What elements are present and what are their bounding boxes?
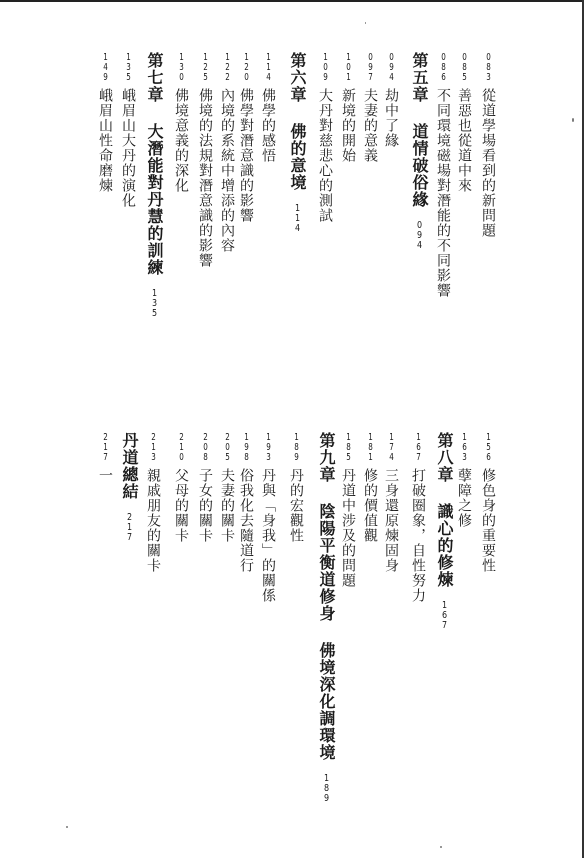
toc-entry: [408, 432, 428, 603]
entry-title: 子女的關卡: [197, 468, 213, 543]
entry-title: 大丹對慈悲心的測試: [317, 88, 333, 223]
toc-entry: [95, 432, 115, 483]
entry-page-number: 174: [387, 432, 396, 462]
entry-page-number: 193: [264, 432, 273, 462]
chapter-title: 第六章 佛的意境: [288, 52, 307, 191]
toc-entry: [195, 432, 215, 543]
toc-entry: [236, 52, 256, 223]
entry-page-number: 085: [460, 52, 469, 82]
entry-title: 不同環境磁場對潛能的不同影響: [435, 88, 451, 298]
toc-entry: [95, 52, 115, 193]
entry-title: 丹的宏觀性: [288, 468, 304, 543]
entry-title: 夫妻的意義: [362, 88, 378, 163]
chapter-title: 第八章 識心的修煉: [435, 432, 454, 588]
toc-entry: [338, 432, 358, 588]
scan-speck: [66, 826, 68, 828]
toc-entry: [195, 52, 215, 268]
entry-title: 修的價值觀: [362, 468, 378, 543]
entry-page-number: 210: [177, 432, 186, 462]
toc-entry: [478, 52, 498, 238]
scan-border-top: [0, 0, 584, 2]
entry-title: 佛境的法規對潛意識的影響: [197, 88, 213, 268]
chapter-heading: [118, 432, 141, 542]
entry-title: 峨眉山性命磨煉: [97, 88, 113, 193]
entry-page-number: 189: [292, 432, 301, 462]
entry-title: 親戚朋友的關卡: [145, 468, 161, 573]
toc-entry: [478, 432, 498, 573]
entry-title: 俗我化去隨道行: [238, 468, 254, 573]
toc-entry: [258, 432, 278, 603]
toc-entry: [258, 52, 278, 163]
entry-page-number: 213: [149, 432, 158, 462]
toc-entry: [143, 432, 163, 573]
entry-page-number: 094: [387, 52, 396, 82]
toc-entry: [433, 52, 453, 298]
toc-entry: [171, 432, 191, 543]
entry-page-number: 101: [344, 52, 353, 82]
entry-title: 一: [97, 468, 113, 483]
toc-entry: [360, 432, 380, 543]
entry-title: 從道學場看到的新問題: [480, 88, 496, 238]
entry-page-number: 208: [201, 432, 210, 462]
chapter-title: 丹道總結: [120, 432, 139, 500]
chapter-page-number: 114: [293, 203, 302, 233]
entry-page-number: 122: [223, 52, 232, 82]
toc-entry: [315, 52, 335, 223]
entry-page-number: 114: [264, 52, 273, 82]
entry-title: 夫妻的關卡: [219, 468, 235, 543]
entry-page-number: 083: [484, 52, 493, 82]
chapter-heading: [315, 432, 338, 803]
scan-speck: [365, 22, 366, 24]
entry-title: 佛境意義的深化: [173, 88, 189, 193]
entry-title: 三身還原煉固身: [383, 468, 399, 573]
chapter-heading: [408, 52, 431, 250]
entry-page-number: 167: [414, 432, 423, 462]
chapter-page-number: 167: [440, 600, 449, 630]
toc-entry: [286, 432, 306, 543]
toc-entry: [171, 52, 191, 193]
toc-entry: [217, 52, 237, 253]
entry-page-number: 181: [366, 432, 375, 462]
entry-title: 新境的開始: [340, 88, 356, 163]
entry-title: 打破圈象，自性努力: [410, 468, 426, 603]
chapter-title: 第九章 陰陽平衡道修身 佛境深化調環境: [317, 432, 336, 761]
scan-speck: [440, 846, 442, 848]
chapter-page-number: 189: [322, 773, 331, 803]
entry-page-number: 097: [366, 52, 375, 82]
entry-page-number: 185: [344, 432, 353, 462]
entry-page-number: 130: [177, 52, 186, 82]
entry-title: 丹道中涉及的問題: [340, 468, 356, 588]
entry-title: 父母的關卡: [173, 468, 189, 543]
chapter-title: 第五章 道情破俗緣: [410, 52, 429, 208]
scan-speck: [572, 118, 574, 122]
entry-page-number: 086: [439, 52, 448, 82]
toc-entry: [454, 52, 474, 193]
entry-page-number: 149: [101, 52, 110, 82]
entry-page-number: 217: [101, 432, 110, 462]
entry-page-number: 125: [201, 52, 210, 82]
entry-page-number: 163: [460, 432, 469, 462]
entry-title: 善惡也從道中來: [456, 88, 472, 193]
chapter-page-number: 135: [150, 288, 159, 318]
toc-entry: [338, 52, 358, 163]
entry-title: 佛學的感悟: [260, 88, 276, 163]
entry-title: 佛學對潛意識的影響: [238, 88, 254, 223]
chapter-page-number: 094: [415, 220, 424, 250]
chapter-page-number: 217: [125, 512, 134, 542]
entry-title: 孽障之修: [456, 468, 472, 528]
entry-title: 內境的系統中增添的內容: [219, 88, 235, 253]
toc-entry: [454, 432, 474, 528]
entry-page-number: 156: [484, 432, 493, 462]
entry-page-number: 205: [223, 432, 232, 462]
toc-entry: [217, 432, 237, 543]
chapter-heading: [433, 432, 456, 630]
chapter-heading: [286, 52, 309, 233]
toc-entry: [381, 432, 401, 573]
entry-page-number: 109: [321, 52, 330, 82]
entry-page-number: 135: [124, 52, 133, 82]
toc-entry: [360, 52, 380, 163]
entry-title: 劫中了緣: [383, 88, 399, 148]
entry-title: 修色身的重要性: [480, 468, 496, 573]
entry-page-number: 198: [242, 432, 251, 462]
entry-title: 丹與「身我」的關係: [260, 468, 276, 603]
toc-entry: [236, 432, 256, 573]
chapter-heading: [143, 52, 166, 318]
chapter-title: 第七章 大潛能對丹慧的訓練: [145, 52, 164, 276]
entry-page-number: 120: [242, 52, 251, 82]
entry-title: 峨眉山大丹的演化: [120, 88, 136, 208]
toc-entry: [381, 52, 401, 148]
toc-entry: [118, 52, 138, 208]
